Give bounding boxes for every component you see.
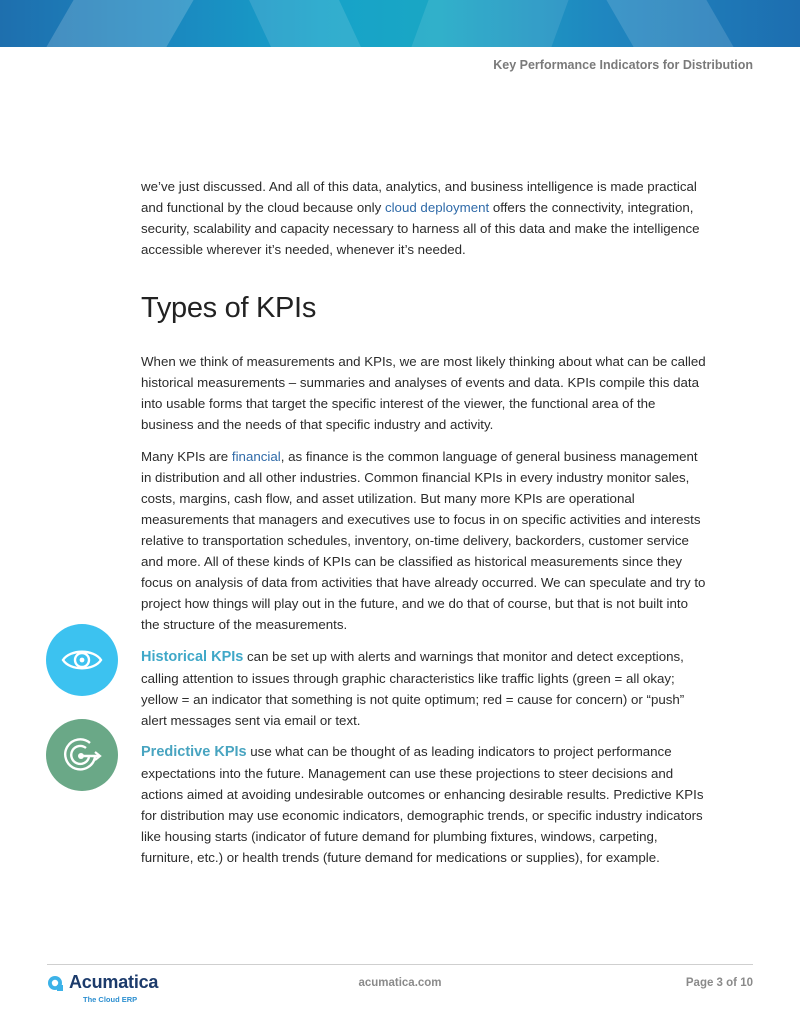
cloud-deployment-link[interactable]: cloud deployment (384, 200, 490, 215)
header-banner (0, 0, 800, 47)
logo-wordmark: Acumatica (69, 972, 159, 992)
document-title: Key Performance Indicators for Distribution (493, 58, 753, 72)
section-paragraph-1: When we think of measurements and KPIs, we are most likely thinking about what can be called historical measurements – summaries and analyses of events and data. KPIs compile this data into usable forms that target the specific interest of the viewer, the functional area of the business and the needs of that specific industry and activity. (141, 354, 706, 432)
footer-url[interactable]: acumatica.com (358, 977, 442, 989)
predictive-kpis-term: Predictive KPIs (141, 744, 247, 760)
financial-link[interactable]: financial (231, 449, 281, 464)
footer-divider (47, 964, 753, 965)
intro-paragraph: we’ve just discussed. And all of this data, analytics, and business intelligence is made practical and functional by the cloud because only cloud deployment offers the connectivity, integration, security, scalability and capacity necessary to harness all of this data and make the intelligence accessible wherever it’s needed, whenever it’s needed. (141, 179, 700, 257)
predictive-kpis-item: Predictive KPIs use what can be thought of as leading indicators to project performance expectations into the future. Management can use these projections to steer decisions and actions aimed at avoiding undesirable outcomes or enhancing desirable results. Predictive KPIs for distribution may use economic indicators, demographic trends, or specific industry indicators like housing starts (indicator of future demand for plumbing fixtures, windows, carpeting, furniture, etc.) or health trends (future demand for medications or supplies), for example. (141, 744, 704, 865)
historical-kpis-item: Historical KPIs can be set up with alerts and warnings that monitor and detect exceptions, calling attention to issues through graphic characteristics like traffic lights (green = all okay; yellow = an indicator that something is not quite optimum; red = cause for concern) or “push” alert messages sent via email or text. (141, 649, 685, 728)
section-paragraph-2: Many KPIs are financial, as finance is the common language of general business management in distribution and all other industries. Common financial KPIs in every industry monitor sales, costs, margins, cash flow, and asset utilization. But many more KPIs are operational measurements that managers and executives use to focus in on specific activities and interests relative to transportation schedules, inventory, on-time delivery, backorders, customer service and more. All of these kinds of KPIs can be classified as historical measurements since they focus on analysis of data from activities that have already occurred. We can speculate and try to project how things will play out in the future, and we do that of course, but that is not built into the structure of the measurements. (141, 449, 706, 632)
page-number: Page 3 of 10 (685, 977, 753, 989)
section-heading: Types of KPIs (141, 292, 317, 324)
target-icon (46, 719, 118, 791)
logo-tagline: The Cloud ERP (83, 995, 138, 1004)
historical-kpis-term: Historical KPIs (141, 649, 244, 665)
eye-icon (46, 624, 118, 696)
